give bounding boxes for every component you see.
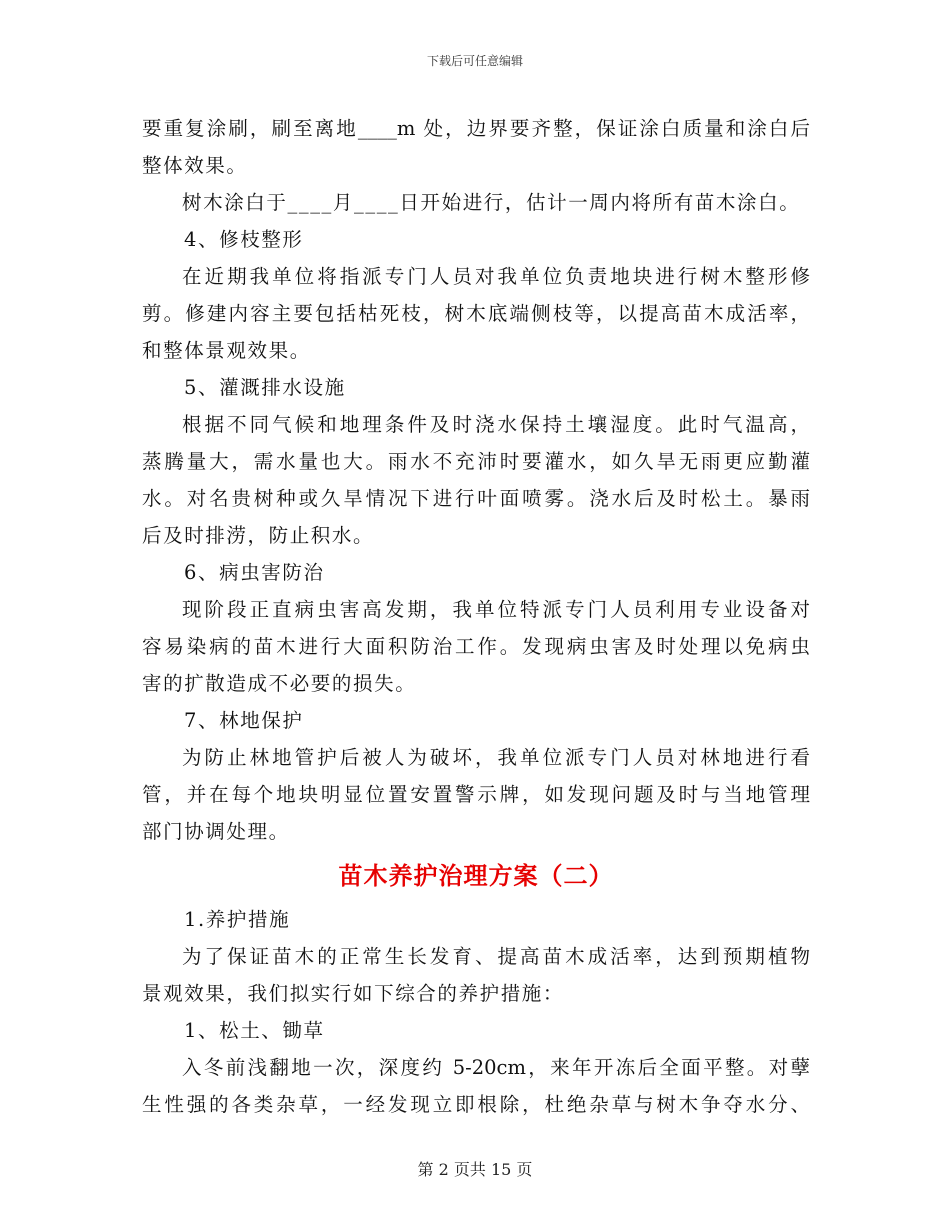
text-line: 部门协调处理。 — [142, 820, 290, 843]
page-footer: 第 2 页共 15 页 — [417, 1160, 533, 1179]
text-line: 在近期我单位将指派专门人员对我单位负责地块进行树木整形修 — [182, 265, 810, 288]
section-title: 苗木养护治理方案（二） — [338, 861, 614, 890]
subheading-line: 6、病虫害防治 — [184, 561, 325, 584]
text-line: 剪。修建内容主要包括枯死枝，树木底端侧枝等，以提高苗木成活率， — [142, 302, 810, 325]
text-line: 容易染病的苗木进行大面积防治工作。发现病虫害及时处理以免病虫 — [142, 635, 810, 658]
text-line: 生性强的各类杂草，一经发现立即根除，杜绝杂草与树木争夺水分、 — [142, 1093, 810, 1116]
text-line: 害的扩散造成不必要的损失。 — [142, 672, 417, 695]
text-line: 管，并在每个地块明显位置安置警示牌，如发现问题及时与当地管理 — [142, 783, 810, 806]
text-line: 要重复涂刷，刷至离地____m 处，边界要齐整，保证涂白质量和涂白后 — [142, 117, 810, 140]
subheading-line: 1、松土、锄草 — [184, 1019, 325, 1042]
text-line: 景观效果，我们拟实行如下综合的养护措施： — [142, 982, 565, 1005]
text-line: 整体效果。 — [142, 154, 248, 177]
paragraph-block-b — [142, 901, 810, 1123]
text-line: 树木涂白于____月____日开始进行，估计一周内将所有苗木涂白。 — [182, 191, 801, 214]
text-line: 入冬前浅翻地一次，深度约 5-20cm，来年开冻后全面平整。对孽 — [182, 1056, 810, 1079]
text-line: 后及时排涝，防止积水。 — [142, 524, 375, 547]
subheading-line: 7、林地保护 — [184, 709, 304, 732]
text-line: 为防止林地管护后被人为破坏，我单位派专门人员对林地进行看 — [182, 746, 810, 769]
paragraph-block-a — [142, 110, 810, 850]
document-body — [142, 110, 810, 1123]
subheading-line: 4、修枝整形 — [184, 228, 304, 251]
text-line: 水。对名贵树种或久旱情况下进行叶面喷雾。浇水后及时松土。暴雨 — [142, 487, 810, 510]
text-line: 和整体景观效果。 — [142, 339, 311, 362]
text-line: 蒸腾量大，需水量也大。雨水不充沛时要灌水，如久旱无雨更应勤灌 — [142, 450, 810, 473]
text-line: 根据不同气候和地理条件及时浇水保持土壤湿度。此时气温高， — [182, 413, 810, 436]
text-line: 为了保证苗木的正常生长发育、提高苗木成活率，达到预期植物 — [182, 945, 810, 968]
page-header: 下载后可任意编辑 — [426, 54, 523, 68]
text-line: 现阶段正直病虫害高发期，我单位特派专门人员利用专业设备对 — [182, 598, 810, 621]
subheading-line: 5、灌溉排水设施 — [184, 376, 346, 399]
subheading-line: 1.养护措施 — [184, 908, 291, 931]
